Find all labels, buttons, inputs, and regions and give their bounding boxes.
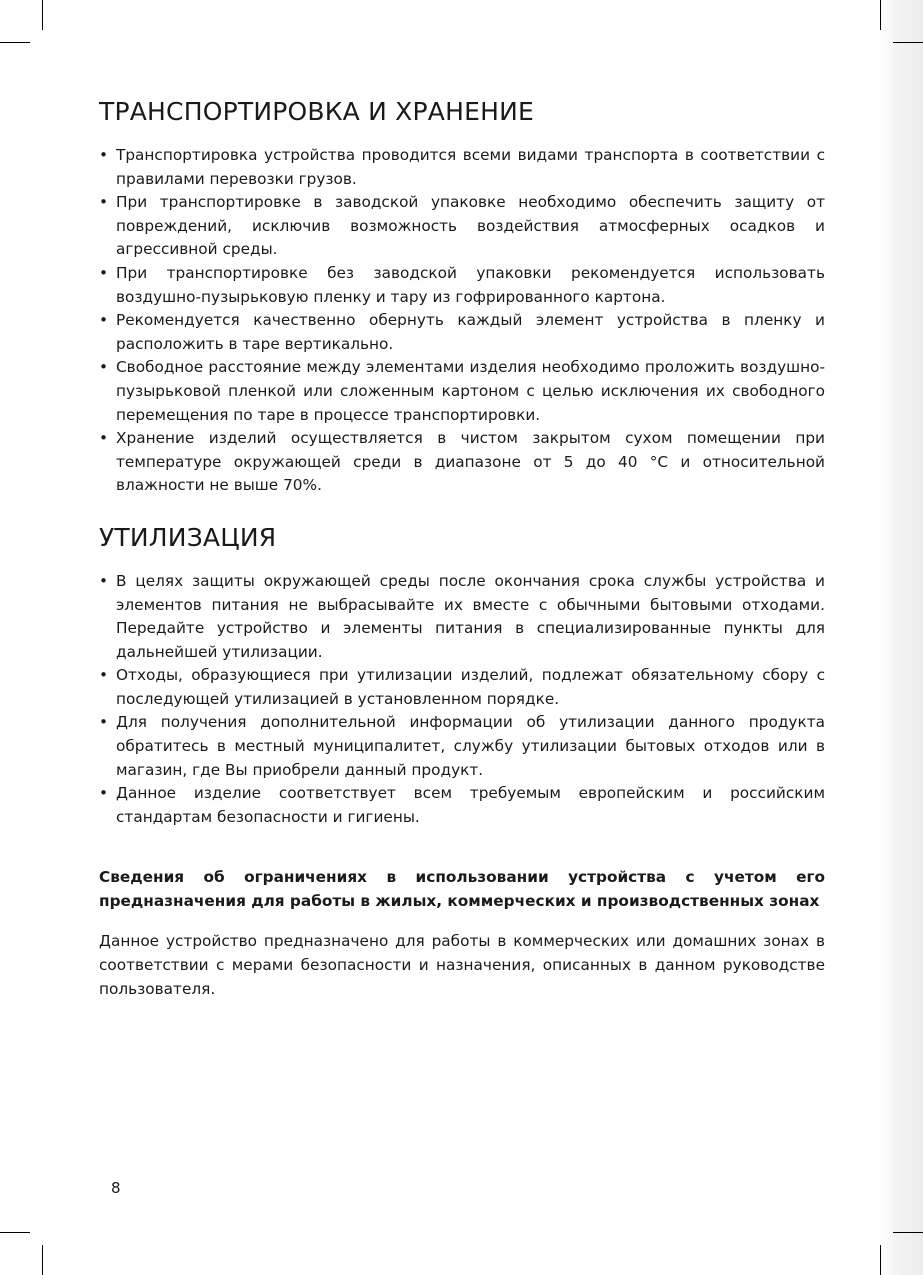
list-item xyxy=(99,262,825,309)
bullet-icon: • xyxy=(99,263,109,282)
list-item xyxy=(99,191,825,262)
bullet-icon: • xyxy=(99,358,109,377)
bullet-icon: • xyxy=(99,193,109,212)
list-item xyxy=(99,356,825,427)
list-item xyxy=(99,427,825,498)
list-item-text: Данное изделие соответствует всем требуемым европейским и российским стандартам безопасности и гигиены. xyxy=(116,784,825,826)
bullet-icon: • xyxy=(99,666,109,685)
crop-mark xyxy=(893,1232,923,1233)
list-item-text: Хранение изделий осуществляется в чистом закрытом сухом помещении при температуре окружающей среди в диапазоне от 5 до 40 °С и относительной влажности не выше 70%. xyxy=(116,429,825,495)
list-item xyxy=(99,711,825,782)
bullet-icon: • xyxy=(99,713,109,732)
crop-mark xyxy=(42,1245,43,1275)
list-item xyxy=(99,570,825,664)
list-item xyxy=(99,664,825,711)
disposal-section xyxy=(99,522,825,830)
list-item xyxy=(99,144,825,191)
list-item-text: При транспортировке в заводской упаковке необходимо обеспечить защиту от повреждений, исключив возможность воздействия атмосферных осадков и агрессивной среды. xyxy=(116,193,825,259)
crop-mark xyxy=(0,42,30,43)
page-content xyxy=(99,96,825,1017)
transport-storage-section xyxy=(99,96,825,498)
section-title-transport: ТРАНСПОРТИРОВКА И ХРАНЕНИЕ xyxy=(99,97,534,126)
restrictions-heading: Сведения об ограничениях в использовании устройства с учетом его предназначения для работы в жилых, коммерческих и производственных зонах xyxy=(99,868,825,911)
list-item-text: Отходы, образующиеся при утилизации изделий, подлежат обязательному сбору с последующей утилизацией в установленном порядке. xyxy=(116,666,825,708)
bullet-icon: • xyxy=(99,429,109,448)
restrictions-paragraph: Данное устройство предназначено для работы в коммерческих или домашних зонах в соответствии с мерами безопасности и назначения, описанных в данном руководстве пользователя. xyxy=(99,932,825,999)
bullet-icon: • xyxy=(99,311,109,330)
list-item-text: При транспортировке без заводской упаковки рекомендуется использовать воздушно-пузырьковую пленку и тару из гофрированного картона. xyxy=(116,263,825,306)
bullet-icon: • xyxy=(99,571,109,590)
list-item-text: Транспортировка устройства проводится всеми видами транспорта в соответствии с правилами перевозки грузов. xyxy=(116,146,825,188)
list-item xyxy=(99,782,825,829)
list-item-text: Для получения дополнительной информации об утилизации данного продукта обратитесь в местный муниципалитет, службу утилизации бытовых отходов или в магазин, где Вы приобрели данный продукт. xyxy=(116,713,825,779)
list-item-text: Рекомендуется качественно обернуть каждый элемент устройства в пленку и расположить в таре вертикально. xyxy=(116,311,825,353)
list-item-text: Свободное расстояние между элементами изделия необходимо проложить воздушно-пузырьковой пленкой или сложенным картоном с целью исключения их свободного перемещения по таре в процессе транспортировки. xyxy=(116,358,825,424)
bullet-icon: • xyxy=(99,146,109,164)
crop-mark xyxy=(0,1232,30,1233)
crop-mark xyxy=(893,42,923,43)
page-number: 8 xyxy=(111,1179,121,1197)
crop-mark xyxy=(880,0,881,30)
list-item xyxy=(99,309,825,356)
list-item-text: В целях защиты окружающей среды после окончания срока службы устройства и элементов питания не выбрасывайте их вместе с обычными бытовыми отходами. Передайте устройство и элементы питания в специализированные пункты для дальнейшей утилизации. xyxy=(116,571,825,661)
bullet-icon: • xyxy=(99,784,109,803)
section-title-disposal: УТИЛИЗАЦИЯ xyxy=(99,522,277,552)
transport-list xyxy=(99,144,825,498)
crop-mark xyxy=(880,1245,881,1275)
disposal-list xyxy=(99,570,825,830)
page-edge-shadow xyxy=(881,0,923,1275)
crop-mark xyxy=(42,0,43,30)
